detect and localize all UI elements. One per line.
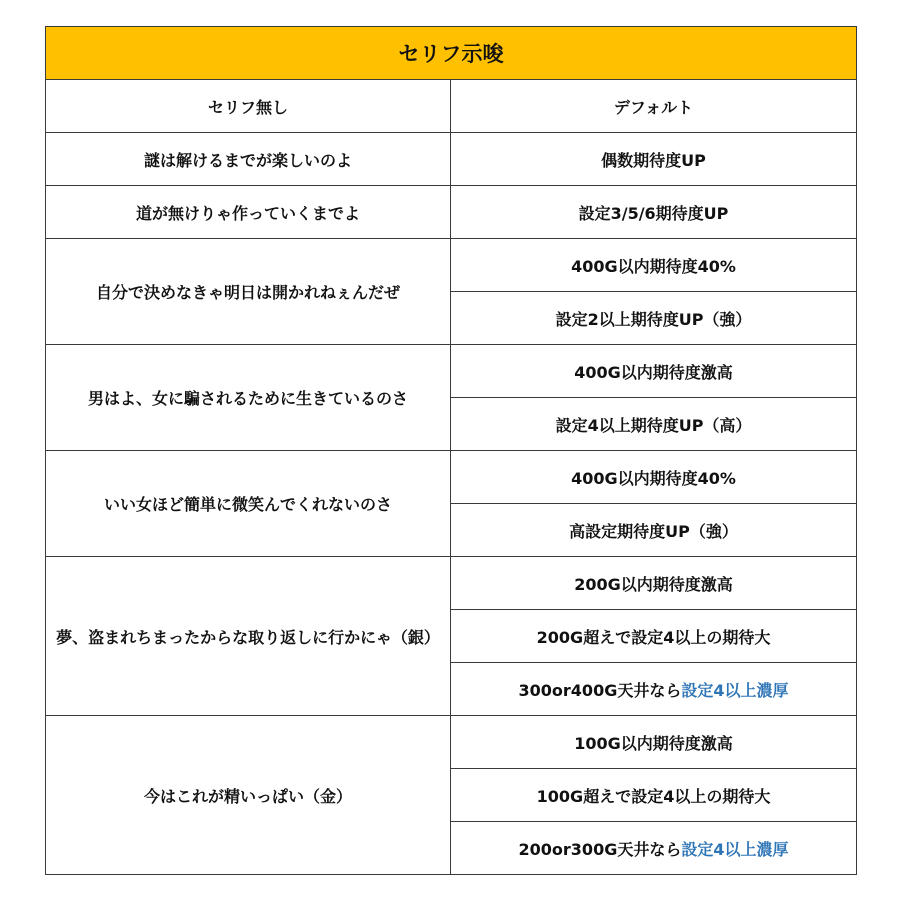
quote-cell: 今はこれが精いっぱい（金） (46, 716, 451, 875)
quote-cell: 謎は解けるまでが楽しいのよ (46, 133, 451, 186)
hint-cell: 200G以内期待度激高 (451, 557, 857, 610)
table-row (46, 716, 857, 769)
hint-cell: 設定4以上期待度UP（高） (451, 398, 857, 451)
hint-cell (451, 663, 857, 716)
table-row (46, 239, 857, 292)
hint-cell: 偶数期待度UP (451, 133, 857, 186)
quote-cell: 男はよ、女に騙されるために生きているのさ (46, 345, 451, 451)
hint-cell: 200G超えで設定4以上の期待大 (451, 610, 857, 663)
hint-cell: 100G以内期待度激高 (451, 716, 857, 769)
table-row (46, 345, 857, 398)
hint-cell: 400G以内期待度40% (451, 239, 857, 292)
quote-cell: 自分で決めなきゃ明日は開かれねぇんだぜ (46, 239, 451, 345)
title-row (46, 27, 857, 80)
table-row (46, 133, 857, 186)
hint-cell: 設定3/5/6期待度UP (451, 186, 857, 239)
table-row (46, 186, 857, 239)
header-hint: デフォルト (451, 80, 857, 133)
hint-cell: 高設定期待度UP（強） (451, 504, 857, 557)
quote-cell: いい女ほど簡単に微笑んでくれないのさ (46, 451, 451, 557)
hint-text: 200or300G天井なら (518, 839, 682, 859)
table-title: セリフ示唆 (46, 27, 857, 80)
hint-text: 300or400G天井なら (518, 680, 682, 700)
header-row (46, 80, 857, 133)
hint-cell: 400G以内期待度40% (451, 451, 857, 504)
table-row (46, 451, 857, 504)
hint-cell: 設定2以上期待度UP（強） (451, 292, 857, 345)
table-row (46, 557, 857, 610)
hint-cell: 100G超えで設定4以上の期待大 (451, 769, 857, 822)
hint-accent: 設定4以上濃厚 (681, 680, 789, 700)
table-body (46, 133, 857, 875)
header-quote: セリフ無し (46, 80, 451, 133)
quote-cell: 夢、盗まれちまったからな取り返しに行かにゃ（銀） (46, 557, 451, 716)
hint-accent: 設定4以上濃厚 (681, 839, 789, 859)
hint-cell (451, 822, 857, 875)
hint-cell: 400G以内期待度激高 (451, 345, 857, 398)
quote-cell: 道が無けりゃ作っていくまでよ (46, 186, 451, 239)
serif-hint-table (45, 26, 857, 875)
